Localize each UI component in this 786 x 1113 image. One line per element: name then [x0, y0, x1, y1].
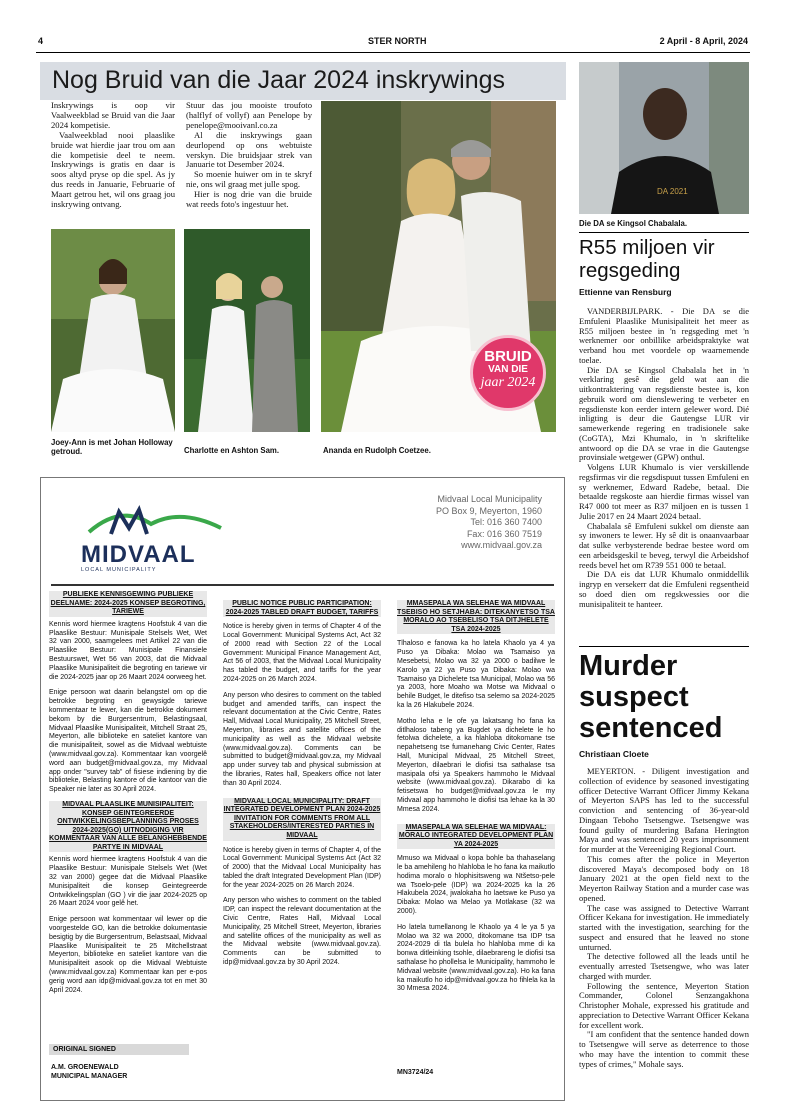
notice-para: Motho leha e le ofe ya lakatsang ho fana ka ditlhaloso tabeng ya Bugdet ya dichelete le ho fetolwa dichelete, a ka hlahloba ditokomane tse nepahetseng tse fumanehang Civic Center, Rates Hall, Municipal Midvaal, 25 Mitchell Street, Meyerton, dilaebrari le diofisi tsa sathalase tsa masipala ofsi ya Speakers hammoho le Midvaal website (www.midvaal.gov.za). Dikarabo di ka fetisetswa ho budget@midvaal.gov.za le my Midvaal app hammoho le diofisi tsa lehae ka la 30 Mmesa 2024.	[397, 717, 555, 813]
bruid-para: Hier is nog drie van die bruide wat reeds foto's ingestuur het.	[186, 189, 312, 210]
murder-title-line2: suspect	[579, 681, 689, 713]
signatory-role: MUNICIPAL MANAGER	[51, 1073, 128, 1080]
page-number: 4	[38, 36, 44, 46]
murder-para: "I am confident that the sentence handed down to Tsetsengwe will serve as deterrence to those who may have the intention to commit these types of crimes," Mohale says.	[579, 1029, 749, 1069]
midvaal-advert	[40, 477, 565, 1101]
notice-body-6	[397, 855, 555, 994]
notice-body-1	[49, 621, 207, 795]
notice-head-5: MMASEPALA WA SELEHAE WA MIDVAAL TSEBISO HO SETJHABA: DITEKANYETSO TSA MORALO AO TSEBELISO TSA DITJHELETE TSA 2024-2025	[397, 600, 555, 633]
badge-line3: jaar 2024	[480, 375, 536, 390]
r55-para: Die DA se Kingsol Chabalala het in 'n verklaring gesê die geld wat aan die uitkontraktering van regsdienste bestee is, kon gebruik word om dienslewering te verbeter en regsdienste kon eerder intern gelewer word. Dié inligting is deur die Gautengse LUR vir samewerkende regering en tradisionele sake (CoGTA), Mzi Khumalo, in 'n skriftelike antwoord op die DA se vrae in die Gautengse provinsiale wetgewer (GPW) onthul.	[579, 364, 749, 463]
section-name: STER NORTH	[368, 36, 427, 46]
midvaal-contact	[382, 494, 542, 552]
notice-head-3: PUBLIC NOTICE PUBLIC PARTICIPATION: 2024-2025 TABLED DRAFT BUDGET, TARIFFS	[223, 600, 381, 617]
contact-fax: Fax: 016 360 7519	[466, 528, 542, 539]
bruid-para: Stuur das jou mooiste troufoto (halflyf of vollyf) aan Penelope by penelope@mooivanl.co.za	[186, 100, 312, 130]
contact-web: www.midvaal.gov.za	[461, 540, 542, 550]
contact-tel: Tel: 016 360 7400	[470, 517, 542, 527]
notice-para: Tlhaloso e fanowa ka ho latela Khaolo ya 4 ya Puso ya Dibaka: Molao wa Tsamaiso ya Mesebetsi, Molao wa 32 ya 2000 o badilwe le Karolo ya 22 ya Puso ya Dibaka: Molao wa Tsamaiso ya Dichelete tsa Municipal, Molao wa 56 ya 2003, hore Moaho wa Motse wa Midvaal o behile Budget, le ditefiso tsa selemo sa 2024-2025 ka la 26 Hlakubele 2024.	[397, 640, 555, 709]
advert-divider	[51, 584, 554, 586]
bruid-para: So moenie huiwer om in te skryf nie, ons wil graag met julle spog.	[186, 169, 312, 190]
notice-para: Mmuso wa Midvaal o kopa bohle ba thahaselang le ba amehileng ho hlahloba le ho fana ka maikutlo hodima moralo o hlophisitsweng wa Ntšetso-pele wa Tsoelo-pele (IDP) wa 2024-2025 ka la 26 Hlakubela 2024, jwalokaha ho laetswe ke Puso ya Dibaka: Molao wa Melao ya Motlakase (32 wa 2000).	[397, 855, 555, 916]
notice-body-2	[49, 856, 207, 995]
murder-para: The case was assigned to Detective Warrant Officer Kekana for investigation. He immediately started with the investigation, searching for the suspect and ensured that he leaved no stone unturned.	[579, 902, 749, 952]
r55-rule	[579, 232, 749, 233]
chabalala-photo-image	[579, 62, 749, 214]
notice-ref: MN3724/24	[397, 1069, 434, 1076]
murder-rule	[579, 646, 749, 647]
murder-body	[579, 767, 749, 1069]
r55-para: Chabalala sê Emfuleni sukkel om dienste aan sy inwoners te lewer. Hy sê dit is onaanvaarbaar dat sulke verbysterende bedrae bestee word om een arbeidsgeskil te beveg, terwyl die Arbeidshof reeds bevel het om R739 551 000 te betaal.	[579, 520, 749, 570]
badge-line1: BRUID	[484, 348, 532, 365]
notice-col-sesotho	[397, 600, 555, 994]
signatory	[51, 1063, 127, 1081]
photo2-caption: Charlotte en Ashton Sam.	[184, 446, 280, 455]
midvaal-logo-swoosh	[81, 498, 231, 538]
midvaal-logo-name: MIDVAAL	[81, 541, 196, 568]
chabalala-caption: Die DA se Kingsol Chabalala.	[579, 219, 688, 228]
bride-photo-1	[51, 229, 175, 432]
bruid-para: Al die inskrywings gaan deurlopend op ons webtuiste verskyn. Die bruidsjaar strek van Januarie tot Desember 2024.	[186, 129, 312, 170]
midvaal-logo-sub: LOCAL MUNICIPALITY	[81, 567, 157, 573]
signatory-name: A.M. GROENEWALD	[51, 1064, 119, 1071]
bruid-col2	[186, 101, 312, 210]
bride-photo-2-image	[184, 229, 310, 432]
notice-head-4: MIDVAAL LOCAL MUNICIPALITY: DRAFT INTEGRATED DEVELOPMENT PLAN 2024-2025 INVITATION FOR COMMENTS FROM ALL STAKEHOLDERS/INTERESTED PARTIES IN MIDVAAL	[223, 797, 381, 839]
bride-photo-2	[184, 229, 310, 432]
murder-title-line3: sentenced	[579, 712, 723, 744]
notice-para: Ho latela tumellanong le Khaolo ya 4 le ya 5 ya Molao wa 32 wa 2000, ditokomane tsa IDP tsa 2024-2029 di tla bulela ho hlahloba mme di ka bonwa ditleinking tsohle, dilaebrareng le diofisi tsa sathalase ho phollelsa le Municipality, hammoho le Midvaal website (www.midvaal.gov.za). Ho ka fana ka maikutlo ho idp@midvaal.gov.za ho fihlela ka la 30 Mmesa 2024.	[397, 923, 555, 993]
photo3-caption: Ananda en Rudolph Coetzee.	[323, 446, 431, 455]
contact-box: PO Box 9, Meyerton, 1960	[435, 505, 542, 516]
bruid-para: Vaalweekblad nooi plaaslike bruide wat hierdie jaar trou om aan die kompetisie deel te neem. Inskrywings is gratis en daar is soos altyd pryse op die spel. As jy dus reeds in Januarie, Februarie of Maart getrou het, wil ons graag jou inskrywing ontvang.	[51, 129, 175, 210]
murder-title-line1: Murder	[579, 650, 678, 682]
notice-head-1: PUBLIEKE KENNISGEWING PUBLIEKE DEELNAME: 2024-2025 KONSEP BEGROTING, TARIEWE	[50, 591, 206, 616]
murder-para: The detective followed all the leads until he eventually arrested Tsetsengwe, who was later charged with murder.	[579, 951, 749, 981]
notice-col-english	[223, 600, 381, 968]
contact-name: Midvaal Local Municipality	[437, 494, 542, 504]
notice-col-afrikaans	[49, 591, 207, 995]
notice-body-5	[397, 640, 555, 814]
r55-byline: Ettienne van Rensburg	[579, 287, 672, 297]
notice-para: Any person who desires to comment on the tabled budget and amended tariffs, can inspect the relevant documentation at the Civic Centre, Rates Hall, Midvaal Local Municipality, 25 Mitchell Street, Meyerton, libraries and satellite offices of the municipality as well as the Midvaal website (www.midvaal.gov.za). Comments can be submitted to budget@midvaal.gov.za, my Midvaal app under survey tab and physical submission at the libraries, Rates hall, Speakers office not later than 30 April 2024.	[223, 691, 381, 787]
murder-byline: Christiaan Cloete	[579, 749, 649, 759]
bruid-col1	[51, 101, 175, 210]
murder-para: MEYERTON. - Diligent investigation and collection of evidence by seasoned investigating officer Detective Warrant Officer Jimmy Kekana of Meyerton SAPS has led to the successful conviction and sentencing of 36-year-old Dingaan Teboho Tsetsengwe. Tsetsengwe was found guilty of murdering Bafana Herington Maya and was sentenced 20 years imprisonment for murder at the Vereeniging Regional Court.	[579, 766, 749, 854]
murder-para: Following the sentence, Meyerton Station Commander, Colonel Senzangakhona Christopher Mohale, expressed his gratitude and appreciation to Detective Warrant Officer Kekana for excellent work.	[579, 980, 749, 1030]
badge-line2: VAN DIE	[488, 364, 528, 375]
bride-photo-1-image	[51, 229, 175, 432]
r55-title: R55 miljoen vir regsgeding	[579, 236, 715, 282]
bruid-title-bar	[40, 62, 566, 100]
bruid-para: Inskrywings is oop vir Vaalweekblad se Bruid van die Jaar 2024 kompetisie.	[51, 100, 175, 130]
svg-text:DA 2021: DA 2021	[657, 187, 688, 196]
notice-body-3	[223, 623, 381, 788]
header-rule	[36, 52, 750, 53]
midvaal-logo	[81, 498, 231, 578]
bruid-badge	[470, 335, 546, 411]
r55-body	[579, 307, 749, 609]
notice-body-4	[223, 847, 381, 968]
r55-para: VANDERBIJLPARK. - Die DA se die Emfuleni Plaaslike Munisipaliteit het meer as R55 miljoen bestee in 'n regsgeding met 'n werknemer oor onbillike arbeidspraktyke wat verband hou met voordele op waarnemende toelae.	[579, 306, 749, 365]
notice-para: Kennis word hiermee kragtens Hoofstuk 4 van die Plaaslike Bestuur: Munisipale Stelsels Wet (Wet 32 van 2000) gegee dat die Midvaal Plaaslike Munisipaliteit die konsep Geintegreerde Ontwikkelingsplan (GO ) vir die jaar 2024-2025 op 26 Maart 2024 voor gelê het.	[49, 856, 207, 908]
notice-para: Notice is hereby given in terms of Chapter 4, of the Local Government: Municipal Systems Act (Act 32 of 2000) that the Midvaal Local Municipality has tabled the draft Integrated Development Plan (IDP) for the year 2024-2025 on 26 March 2024.	[223, 846, 381, 889]
notice-para: Notice is hereby given in terms of Chapter 4 of the Local Government: Municipal Systems Act, Act 32 of 2000 read with Section 22 of the Local Government: Municipal Finance Management Act, Act 56 of 2003, that the Midvaal Local Municipality has tabled the budget, and tariffs for the year 2024-2025 on 26 March 2024.	[223, 623, 381, 683]
notice-head-6: MMASEPALA WA SELEHAE WA MIDVAAL: MORALO INTEGRATED DEVELOPMENT PLAN YA 2024-2025	[398, 823, 554, 848]
bruid-title: Nog Bruid van die Jaar 2024 inskrywings	[52, 66, 506, 94]
notice-para: Kennis word hiermee kragtens Hoofstuk 4 van die Plaaslike Bestuur: Munisipale Stelsels Wet, Wet 32 van 2000, saamgelees met Artikel 22 van die Plaaslike Bestuur: Munisipale Finansiele Bestuurswet, Wet 56 van 2003, dat die Midvaal Plaaslike Munisipaliteit die begroting en tariewe vir die 2024-2025 jaar op 26 Maart 2024 oorweeg het.	[49, 620, 207, 681]
notice-para: Any person who wishes to comment on the tabled IDP, can inspect the relevant documentation at the Civic Centre, Rates Hall, Midvaal Local Municipality, 25 Mitchell Street, Meyerton, libraries and satellite offices of the municipality as well as the Midvaal website (www.midvaal.gov.za). Comments can be submitted to idp@midvaal.gov.za by 30 April 2024.	[223, 897, 381, 967]
r55-para: Volgens LUR Khumalo is vier verskillende regsfirmas vir die regsdispuut tussen Emfuleni en sy werknemer, Edward Radebe, betaal. Die betaalde regskoste aan hierdie firmas wissel van R47 000 tot meer as R37 miljoen en is tussen 1 Julie 2017 en 24 Maart 2024 betaal.	[579, 462, 749, 521]
notice-para: Enige persoon wat daarin belangstel om op die betrokke begroting en gewysigde tariewe kommentaar te lewer, kan die betrokke dokument bekom by die Burgersentrum, Belastingsaal, Midvaal Plaaslike Munisipaliteit, Mitchell Straat 25, Meyerton, alle biblioteke en sateliet kantore van die munisipaliteit, sowel as die Midvaal webtuiste (www.midvaal.gov.za). Kommentaar kan voorgelê word aan budget@midvaal.gov.za, my Midvaal app onder "survey tab" of fisiese indiening by die biblioteke, Belasting kantore of die kantoor van die Speaker nie later as 30 April 2024.	[49, 689, 207, 794]
murder-para: This comes after the police in Meyerton discovered Maya's decomposed body on 18 January 2021 at the open field next to the Meyerton Railway Station and a murder case was opened.	[579, 853, 749, 903]
issue-date: 2 April - 8 April, 2024	[659, 36, 748, 46]
r55-para: Die DA eis dat LUR Khumalo onmiddellik ingryp en versekerr dat die Emfuleni regsentheid so doed dien om regskwessies oor die munisipaliteit te hanteer.	[579, 569, 749, 609]
notice-para: Enige persoon wat kommentaar wil lewer op die voorgestelde GO, kan die betrokke dokumentasie besigtig by die Burgersentrum, Belastsaal, Midvaal Plaaslike Munisipaliteit te 25 Mitchellstraat Meyerton, biblioteke en sateliet kantore van die Munisipaliteit asook op die Midvaal Webtuiste (www.midvaal.gov.za) Kommentaar kan per e-pos gerig word aan idp@midvaal.gov.za tot en met 30 April 2024.	[49, 916, 207, 994]
photo1-caption: Joey-Ann is met Johan Holloway getroud.	[51, 438, 173, 456]
chabalala-photo	[579, 62, 749, 214]
original-signed: ORIGINAL SIGNED	[49, 1044, 189, 1055]
notice-head-2: MIDVAAL PLAASLIKE MUNISIPALITEIT: KONSEP GEINTEGREERDE ONTWIKKELINGSBEPLANNINGS PROSES 2024-2025(GO) UITNODIGING VIR KOMMENTAAR VAN ALLE BELANGHEBBENDE PARTYE IN MIDVAAL	[49, 800, 207, 851]
murder-title	[579, 651, 751, 744]
